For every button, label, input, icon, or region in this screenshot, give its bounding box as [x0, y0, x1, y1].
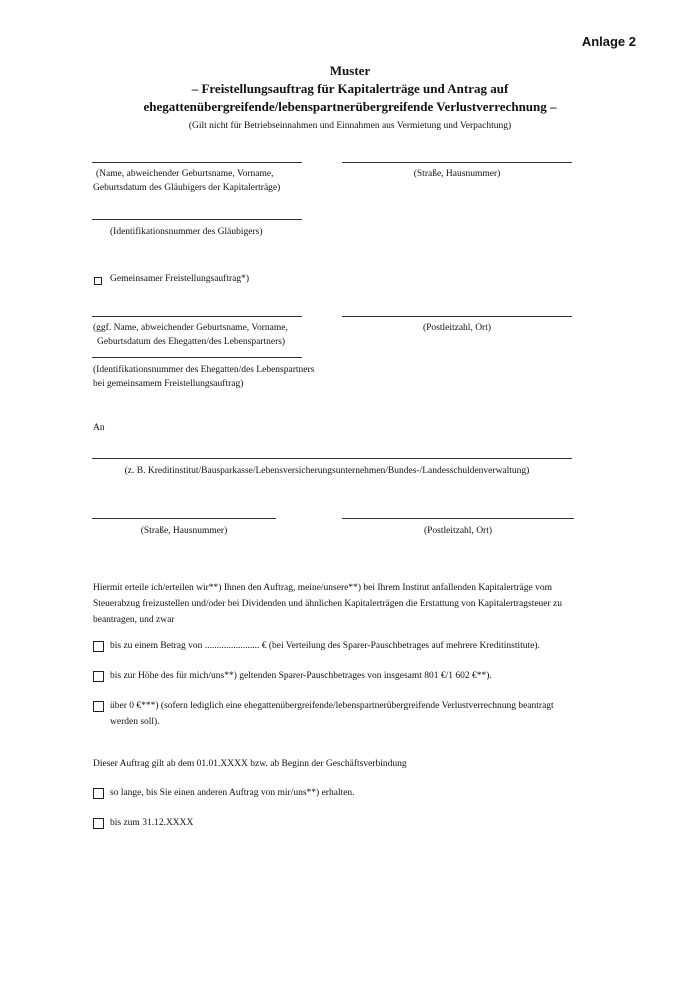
page-title-line2: – Freistellungsauftrag für Kapitalerträge und Antrag auf [191, 81, 509, 96]
institution-caption: (z. B. Kreditinstitut/Bausparkasse/Lebensversicherungsunternehmen/Bundes-/Landesschuldenverwaltung) [124, 466, 530, 476]
spouse-name-field[interactable] [92, 316, 302, 317]
zero-option-label-line1: über 0 €***) (sofern lediglich eine ehegattenübergreifende/lebenspartnerübergreifende Verlustverrechnung beantragt [110, 701, 554, 711]
validity-intro: Dieser Auftrag gilt ab dem 01.01.XXXX bzw. ab Beginn der Geschäftsverbindung [93, 759, 407, 769]
creditor-name-caption-line1: (Name, abweichender Geburtsname, Vorname, [96, 169, 274, 179]
spouse-name-caption-line2: Geburtsdatum des Ehegatten/des Lebenspartners) [97, 337, 286, 347]
order-intro-line1: Hiermit erteile ich/erteilen wir**) Ihnen den Auftrag, meine/unsere**) bei Ihrem Institut anfallenden Kapitalerträge vom [93, 583, 552, 593]
institution-field[interactable] [92, 458, 572, 459]
spouse-id-field[interactable] [92, 357, 302, 358]
creditor-id-caption: (Identifikationsnummer des Gläubigers) [110, 227, 263, 237]
institution-postal-caption: (Postleitzahl, Ort) [423, 526, 493, 536]
zero-option-label-line2: werden soll). [110, 717, 160, 727]
institution-postal-field[interactable] [342, 518, 574, 519]
joint-order-checkbox[interactable] [94, 277, 102, 285]
amount-option-label: bis zu einem Betrag von ....................... € (bei Verteilung des Sparer-Pauschbetrages auf mehrere Kreditinstitute). [110, 641, 540, 651]
creditor-street-caption: (Straße, Hausnummer) [413, 169, 501, 179]
spouse-name-caption-line1: (ggf. Name, abweichender Geburtsname, Vorname, [93, 323, 288, 333]
institution-street-caption: (Straße, Hausnummer) [140, 526, 228, 536]
order-intro-line3: beantragen, und zwar [93, 615, 175, 625]
until-revoked-checkbox[interactable] [93, 788, 104, 799]
creditor-street-field[interactable] [342, 162, 572, 163]
page-subtitle: (Gilt nicht für Betriebseinnahmen und Einnahmen aus Vermietung und Verpachtung) [188, 121, 512, 131]
page-title-line1: Muster [329, 63, 371, 78]
zero-option-checkbox[interactable] [93, 701, 104, 712]
full-allowance-option-label: bis zur Höhe des für mich/uns**) geltenden Sparer-Pauschbetrages von insgesamt 801 €/1 602 €**). [110, 671, 492, 681]
creditor-name-caption-line2: Geburtsdatum des Gläubigers der Kapitalerträge) [93, 183, 281, 193]
page-title-line3: ehegattenübergreifende/lebenspartnerübergreifende Verlustverrechnung – [143, 99, 557, 114]
spouse-id-caption-line2: bei gemeinsamem Freistellungsauftrag) [93, 379, 244, 389]
recipient-an-label: An [93, 423, 105, 433]
spouse-id-caption-line1: (Identifikationsnummer des Ehegatten/des Lebenspartners [93, 365, 315, 375]
until-date-checkbox[interactable] [93, 818, 104, 829]
until-revoked-label: so lange, bis Sie einen anderen Auftrag von mir/uns**) erhalten. [110, 788, 355, 798]
joint-order-label: Gemeinsamer Freistellungsauftrag*) [110, 274, 250, 284]
amount-option-checkbox[interactable] [93, 641, 104, 652]
until-date-label: bis zum 31.12.XXXX [110, 818, 194, 828]
creditor-postal-caption: (Postleitzahl, Ort) [422, 323, 492, 333]
creditor-id-field[interactable] [92, 219, 302, 220]
order-intro-line2: Steuerabzug freizustellen und/oder bei Dividenden und ähnlichen Kapitalerträgen die Erstattung von Kapitalertragsteuer zu [93, 599, 563, 609]
full-allowance-option-checkbox[interactable] [93, 671, 104, 682]
creditor-name-field[interactable] [92, 162, 302, 163]
attachment-label: Anlage 2 [581, 34, 636, 49]
creditor-postal-field[interactable] [342, 316, 572, 317]
institution-street-field[interactable] [92, 518, 276, 519]
